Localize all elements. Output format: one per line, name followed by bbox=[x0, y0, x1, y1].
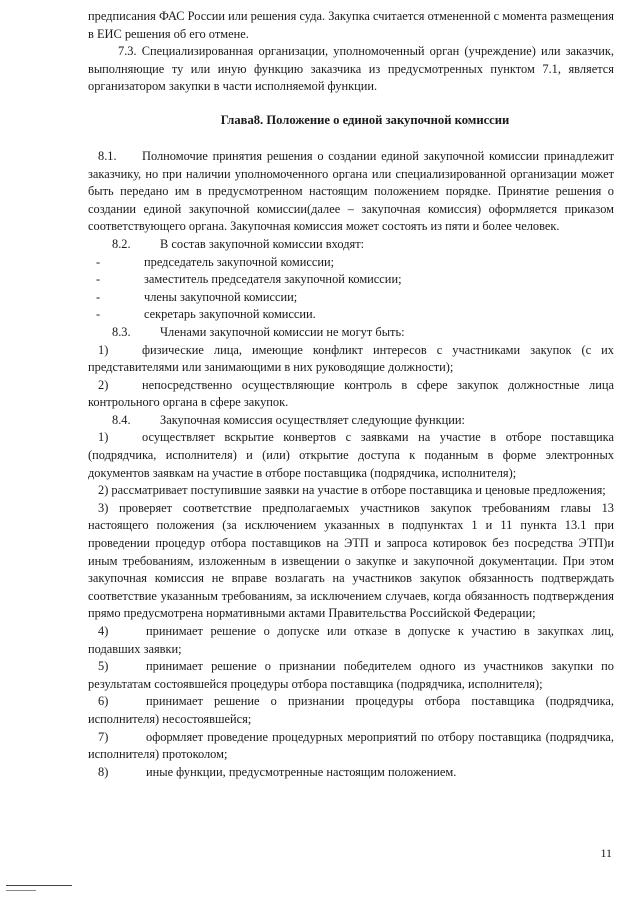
paragraph-8-3-number: 8.3. bbox=[112, 324, 131, 339]
list-item bbox=[88, 693, 614, 728]
paragraph-8-2-text: В состав закупочной комиссии входят: bbox=[160, 236, 365, 251]
list-item bbox=[88, 271, 614, 289]
paragraph-8-4-number: 8.4. bbox=[112, 412, 131, 427]
paragraph-7-3: 7.3. Специализированная организации, уполномоченный орган (учреждение) или заказчик, выполняющие ту или иную функцию заказчика из предусмотренных пунктом 7.1, является организатором закупки в части исполняемой функции. bbox=[88, 44, 614, 94]
paragraph-8-1 bbox=[88, 148, 614, 236]
member-chairman: председатель закупочной комиссии; bbox=[144, 254, 335, 269]
paragraph-8-4-text: Закупочная комиссия осуществляет следующие функции: bbox=[160, 412, 465, 427]
item-number: 2) bbox=[98, 377, 109, 392]
bullet-dash: - bbox=[96, 307, 101, 322]
list-item bbox=[88, 429, 614, 482]
list-item: 2) рассматривает поступившие заявки на участие в отборе поставщика и ценовые предложения; bbox=[98, 483, 606, 498]
list-item bbox=[88, 764, 614, 782]
list-item bbox=[88, 658, 614, 693]
item-text: осуществляет вскрытие конвертов с заявками на участие в отборе поставщика (подрядчика, исполнителя) и (или) открытие доступа к поданным в форме электронных документов заявкам на участие в отборе поставщика (подрядчика, исполнителя); bbox=[88, 430, 614, 480]
list-item bbox=[88, 306, 614, 324]
paragraph-8-3-text: Членами закупочной комиссии не могут быть: bbox=[160, 324, 405, 339]
paragraph-8-4 bbox=[88, 412, 614, 430]
list-item bbox=[88, 729, 614, 764]
paragraph-8-3 bbox=[88, 324, 614, 342]
document-page bbox=[88, 8, 614, 781]
item-number: 8) bbox=[98, 764, 109, 779]
page-number: 11 bbox=[600, 846, 612, 860]
member-secretary: секретарь закупочной комиссии. bbox=[144, 307, 316, 322]
list-item: 3) проверяет соответствие предполагаемых участников закупок требованиям главы 13 настоящего положения (за исключением указанных в подпунктах 1 и 11 пункта 13.1 при проведении процедур отбора поставщиков на ЭТП и запроса котировок без посредства ЭТП)и иным требованиям, изложенным в извещении о закупке и закупочной документации. При этом закупочная комиссия не вправе возлагать на участников закупок обязанность подтверждать соответствие указанным требованиям, за исключением случаев, когда обязанность подтверждения прямо предусмотрена нормативными актами Правительства Российской Федерации; bbox=[88, 500, 614, 621]
item-text: непосредственно осуществляющие контроль в сфере закупок должностные лица контрольного органа в сфере закупок. bbox=[88, 377, 614, 410]
item-text: оформляет проведение процедурных мероприятий по отбору поставщика (подрядчика, исполнителя) протоколом; bbox=[88, 729, 614, 762]
bullet-dash: - bbox=[96, 254, 101, 269]
bullet-dash: - bbox=[96, 272, 101, 287]
item-number: 5) bbox=[98, 659, 109, 674]
paragraph-8-2 bbox=[88, 236, 614, 254]
item-text: иные функции, предусмотренные настоящим положением. bbox=[146, 764, 457, 779]
item-text: принимает решение о допуске или отказе в допуске к участию в закупках лиц, подавших заявки; bbox=[88, 624, 614, 656]
paragraph-8-1-number: 8.1. bbox=[98, 148, 117, 163]
paragraph-7-2-tail: предписания ФАС России или решения суда. Закупка считается отмененной с момента размещения в ЕИС решения об его отмене. bbox=[88, 9, 614, 41]
paragraph-8-1-text: Полномочие принятия решения о создании единой закупочной комиссии принадлежит заказчику, но при наличии уполномоченного органа или специализированной организации может быть передано им в предусмотренном настоящим положением порядке. Принятие решения о создании единой закупочной комиссии(далее – закупочная комиссия) оформляется приказом соответствующего органа. Закупочная комиссия может состоять из пяти и более человек. bbox=[88, 148, 614, 234]
bullet-dash: - bbox=[96, 289, 101, 304]
list-item bbox=[88, 289, 614, 307]
member-deputy: заместитель председателя закупочной комиссии; bbox=[144, 272, 402, 287]
item-number: 7) bbox=[98, 729, 109, 744]
paragraph-8-2-number: 8.2. bbox=[112, 236, 131, 251]
list-item bbox=[88, 377, 614, 412]
item-text: принимает решение о признании победителем одного из участников закупки по результатам состоявшейся процедуры отбора поставщика (подрядчика, исполнителя); bbox=[88, 659, 614, 691]
list-item bbox=[88, 342, 614, 377]
footer-divider bbox=[6, 885, 72, 886]
item-number: 4) bbox=[98, 624, 109, 638]
item-text: физические лица, имеющие конфликт интересов с участниками закупок (с их представителями или занимающими в них руководящие должности); bbox=[88, 342, 614, 375]
item-number: 6) bbox=[98, 694, 109, 709]
chapter-8-heading: Глава8. Положение о единой закупочной комиссии bbox=[220, 112, 510, 127]
item-number: 1) bbox=[98, 342, 109, 357]
member-members: члены закупочной комиссии; bbox=[144, 289, 298, 304]
item-number: 1) bbox=[98, 430, 109, 445]
list-item bbox=[88, 623, 614, 658]
item-text: принимает решение о признании процедуры отбора поставщика (подрядчика, исполнителя) несостоявшейся; bbox=[88, 694, 614, 726]
footer-divider-short bbox=[6, 890, 36, 891]
list-item bbox=[88, 254, 614, 272]
